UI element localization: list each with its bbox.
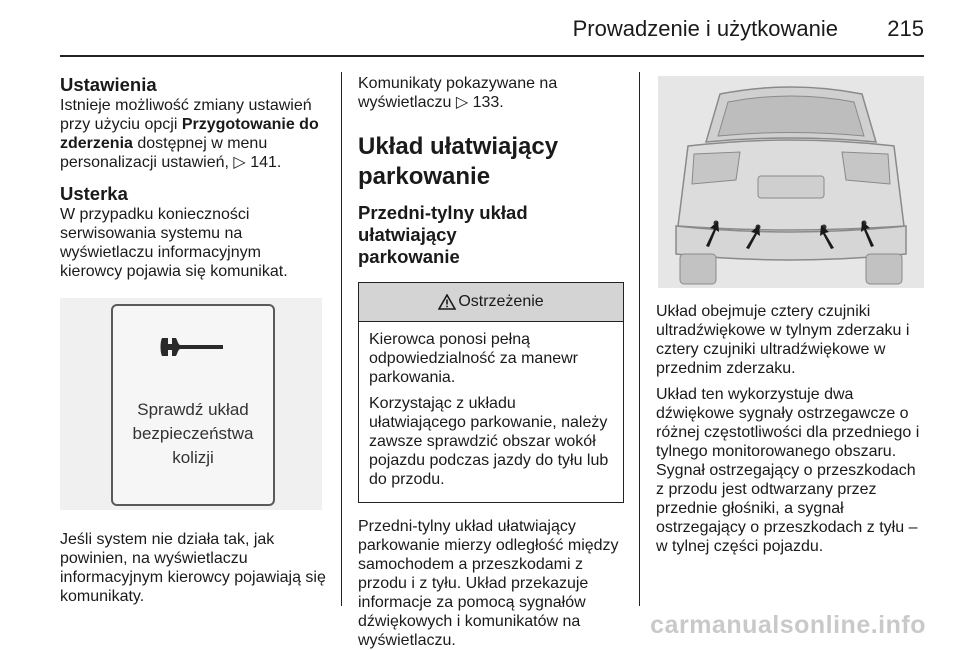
system-description: Przedni-tylny układ ułatwiający parkowanie mierzy odległość między samochodem a przeszkodami z przodu i z tyłu. Układ przekazuje informacje za pomocą sygnałów dźwiękowych i komunikatów na wyświetlaczu.: [358, 518, 619, 649]
sensors-description: Układ obejmuje cztery czujniki ultradźwiękowe w tylnym zderzaku i cztery czujniki ultradźwiękowe w przednim zderzaku.: [656, 303, 910, 377]
header-divider: [60, 55, 924, 57]
driver-display-illustration: [60, 298, 322, 510]
settings-heading: Ustawienia: [60, 74, 157, 95]
display-screen: [111, 304, 275, 506]
car-rear-illustration: [658, 76, 924, 288]
warning-header: Ostrzeżenie: [359, 283, 623, 322]
watermark: carmanualsonline.info: [650, 611, 926, 639]
page-header-title: Prowadzenie i użytkowanie: [572, 16, 838, 41]
signals-description: Układ ten wykorzystuje dwa dźwiękowe sygnały ostrzegawcze o różnej częstotliwości dla przedniego i tylnego monitorowanego obszaru. Sygnał ostrzegający o przeszkodach z przodu jest odtwarzany przez przednie głośniki, a sygnał ostrzegający o przeszkodach z tyłu – w tylnej części pojazdu.: [656, 386, 920, 555]
menu-option-name: Przygotowanie do: [181, 116, 319, 133]
malfunction-text: Jeśli system nie działa tak, jak powinien, na wyświetlaczu informacyjnym kierowcy pojawiają się komunikaty.: [60, 531, 326, 605]
warning-body: [359, 322, 623, 502]
page-reference-arrow-icon: ▷: [455, 94, 469, 111]
page-reference-arrow-icon: ▷: [233, 154, 246, 171]
page-number: 215: [887, 16, 924, 41]
intro-text: Komunikaty pokazywane na wyświetlaczu ▷ 133.: [358, 75, 558, 111]
column-divider-1: [341, 72, 342, 606]
warning-paragraph: Kierowca ponosi pełną odpowiedzialność za manewr parkowania.: [369, 331, 578, 386]
wrench-icon: [159, 336, 225, 358]
subsection-title: Przedni-tylny układ ułatwiający parkowanie: [358, 202, 528, 267]
car-rear-drawing: [658, 76, 924, 288]
warning-paragraph: Korzystając z układu ułatwiającego parkowanie, należy zawsze sprawdzić obszar wokół pojazdu podczas jazdy do tyłu lub do przodu.: [369, 395, 609, 488]
fault-text: W przypadku konieczności serwisowania systemu na wyświetlaczu informacyjnym kierowcy pojawia się komunikat.: [60, 206, 288, 280]
column-divider-2: [639, 72, 640, 606]
column-3: [656, 74, 924, 556]
warning-triangle-icon: [438, 294, 456, 310]
section-title: Układ ułatwiający parkowanie: [358, 133, 559, 190]
display-message: Sprawdź układ bezpieczeństwa kolizji: [132, 400, 254, 467]
warning-box: [358, 282, 624, 503]
settings-text: Istnieje możliwość zmiany ustawień przy użyciu opcji Przygotowanie do zderzenia dostępnej w menu personalizacji ustawień, ▷ 141.: [60, 97, 319, 171]
column-1: [60, 74, 328, 606]
column-2: [358, 74, 624, 650]
fault-heading: Usterka: [60, 183, 128, 204]
